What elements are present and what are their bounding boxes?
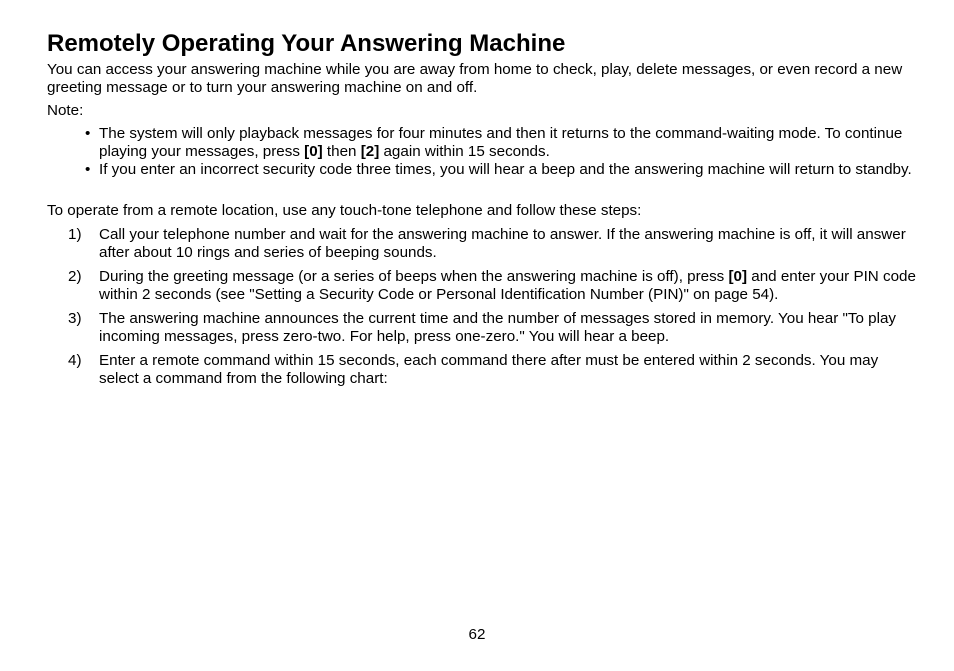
bullet-icon: • (85, 125, 91, 142)
note-text: again within 15 seconds. (379, 143, 550, 160)
step-number: 4) (68, 352, 82, 369)
note-list (47, 125, 917, 179)
page-content (47, 30, 917, 394)
note-label: Note: (47, 102, 84, 119)
step-item (47, 310, 917, 346)
step-number: 2) (68, 268, 82, 285)
note-text: then (322, 143, 361, 160)
step-text: The answering machine announces the current time and the number of messages stored in memory. You hear "To play incoming messages, press zero-two. For help, press one-zero." You will hear a beep. (99, 310, 896, 345)
step-item (47, 352, 917, 388)
page-number: 62 (468, 626, 486, 643)
note-text: The system will only playback messages for four minutes and then it returns to the command-waiting mode. To continue playing your messages, press (99, 125, 903, 160)
step-text: and enter your PIN code within 2 seconds (see "Setting a Security Code or Personal Identification Number (PIN)" on page 54). (99, 268, 916, 303)
step-number: 3) (68, 310, 82, 327)
note-item (47, 161, 917, 179)
step-text: Enter a remote command within 15 seconds, each command there after must be entered within 2 seconds. You may select a command from the following chart: (99, 352, 879, 387)
bullet-icon: • (85, 161, 91, 178)
key-label: [2] (360, 143, 380, 160)
key-label: [0] (304, 143, 323, 160)
page-title: Remotely Operating Your Answering Machine (47, 30, 566, 57)
step-number: 1) (68, 226, 82, 243)
step-item (47, 268, 917, 304)
note-text: If you enter an incorrect security code three times, you will hear a beep and the answering machine will return to standby. (99, 161, 912, 178)
intro-paragraph: You can access your answering machine while you are away from home to check, play, delete messages, or even record a new greeting message or to turn your answering machine on and off. (47, 61, 903, 96)
steps-intro: To operate from a remote location, use any touch-tone telephone and follow these steps: (47, 202, 642, 219)
note-item (47, 125, 917, 161)
key-label: [0] (728, 268, 748, 285)
step-item (47, 226, 917, 262)
step-text: Call your telephone number and wait for the answering machine to answer. If the answering machine is off, it will answer after about 10 rings and series of beeping sounds. (99, 226, 906, 261)
step-text: During the greeting message (or a series of beeps when the answering machine is off), press (99, 268, 729, 285)
steps-list (47, 226, 917, 388)
